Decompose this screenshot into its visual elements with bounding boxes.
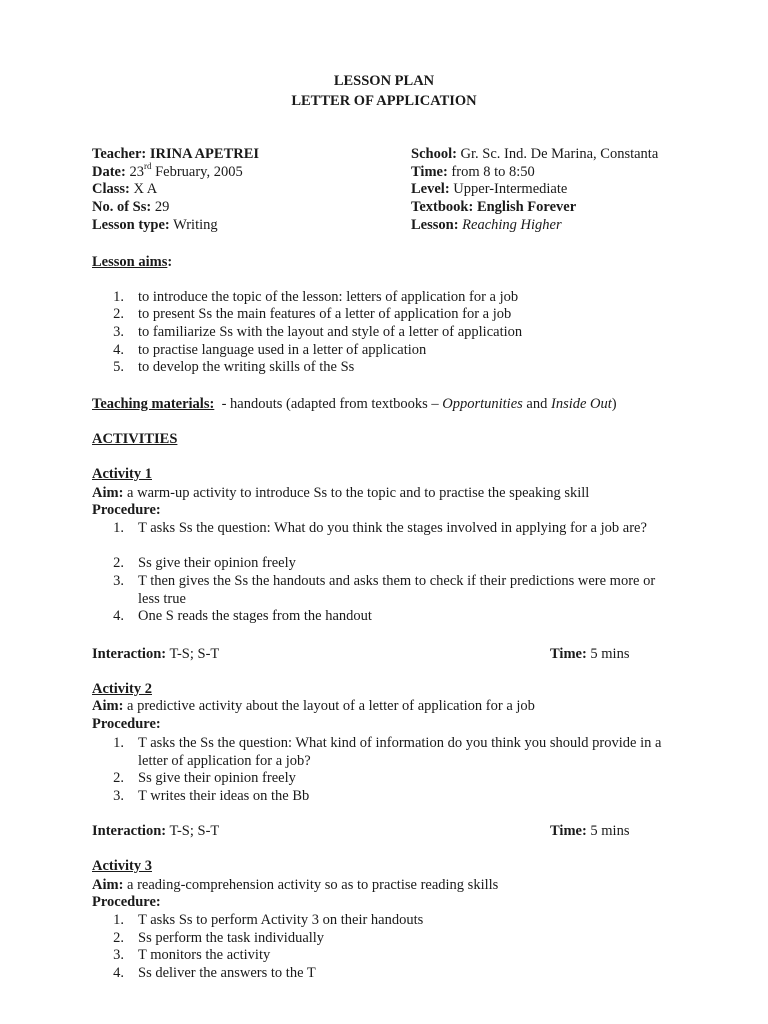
date-label: Date: [92, 164, 126, 180]
time-label: Time: [550, 646, 587, 662]
interaction-value: T-S; S-T [166, 823, 220, 839]
step-text: T monitors the activity [138, 947, 271, 963]
materials-book-2: Inside Out [550, 396, 612, 412]
activity-3-title: Activity 3 [92, 858, 152, 874]
level-value: Upper-Intermediate [453, 181, 568, 197]
date-rest: February, 2005 [151, 164, 243, 180]
interaction-label: Interaction: [92, 646, 167, 662]
lesson-label: Lesson: [411, 217, 459, 233]
date-day: 23 [129, 164, 144, 180]
lesson-type-value: Writing [173, 217, 218, 233]
aim-item-text: to familiarize Ss with the layout and style of a letter of application [138, 324, 523, 340]
activity-3-procedure-label: Procedure: [92, 894, 161, 910]
time-value: 5 mins [586, 646, 630, 662]
textbook-value: English Forever [476, 199, 577, 215]
time-row [411, 163, 535, 181]
step-text: One S reads the stages from the handout [138, 608, 372, 624]
activity-1-procedure-label: Procedure: [92, 502, 161, 518]
teaching-materials [92, 395, 617, 413]
level-row [411, 180, 567, 198]
step-text: T then gives the Ss the handouts and asks them to check if their predictions were more or less true [138, 573, 656, 607]
aim-item-text: to present Ss the main features of a letter of application for a job [138, 306, 512, 322]
level-label: Level: [411, 181, 450, 197]
textbook-label: Textbook: [411, 199, 474, 215]
school-value: Gr. Sc. Ind. De Marina, Constanta [460, 146, 659, 162]
activity-2-time [550, 822, 629, 840]
textbook-row [411, 198, 576, 216]
time-label: Time: [411, 164, 448, 180]
lesson-value: Reaching Higher [462, 217, 562, 233]
lesson-type-row [92, 216, 218, 234]
aim-item-text: to develop the writing skills of the Ss [138, 359, 355, 375]
activity-2-aim [92, 697, 535, 715]
step-text: T asks the Ss the question: What kind of information do you think you should provide in a letter of application for a job? [138, 735, 662, 769]
aim-item-text: to practise language used in a letter of application [138, 342, 427, 358]
class-row [92, 180, 157, 198]
school-row [411, 145, 658, 163]
activity-1-interaction [92, 645, 219, 663]
activities-heading: ACTIVITIES [92, 431, 178, 447]
aims-heading-text: Lesson aims [92, 254, 168, 270]
step-text: T asks Ss the question: What do you think the stages involved in applying for a job are? [138, 520, 647, 536]
step-text: T asks Ss to perform Activity 3 on their handouts [138, 912, 424, 928]
ss-row [92, 198, 169, 216]
aim-label: Aim: [92, 877, 124, 893]
date-suffix: rd [143, 161, 152, 172]
activity-2-interaction [92, 822, 219, 840]
interaction-value: T-S; S-T [166, 646, 220, 662]
lesson-type-label: Lesson type: [92, 217, 170, 233]
materials-close: ) [611, 396, 617, 412]
aims-heading [92, 253, 172, 271]
step-text: Ss perform the task individually [138, 930, 325, 946]
lesson-row [411, 216, 562, 234]
teacher-label: Teacher: [92, 146, 147, 162]
step-text: Ss deliver the answers to the T [138, 965, 316, 981]
activity-3-aim [92, 876, 498, 894]
school-label: School: [411, 146, 457, 162]
materials-text: - handouts (adapted from textbooks – [217, 396, 443, 412]
ss-label: No. of Ss: [92, 199, 152, 215]
class-label: Class: [92, 181, 130, 197]
aim-text: a reading-comprehension activity so as to practise reading skills [123, 877, 499, 893]
time-value: 5 mins [586, 823, 630, 839]
step-text: Ss give their opinion freely [138, 555, 296, 571]
page-title: LESSON PLAN [333, 73, 435, 89]
page-subtitle: LETTER OF APPLICATION [291, 93, 477, 109]
aim-item-text: to introduce the topic of the lesson: letters of application for a job [138, 289, 519, 305]
class-value: X A [133, 181, 158, 197]
activity-1-title: Activity 1 [92, 466, 152, 482]
materials-label: Teaching materials: [92, 396, 215, 412]
aim-label: Aim: [92, 485, 124, 501]
interaction-label: Interaction: [92, 823, 167, 839]
activity-2-title: Activity 2 [92, 681, 152, 697]
ss-value: 29 [154, 199, 170, 215]
aims-heading-colon: : [167, 254, 173, 270]
activity-1-aim [92, 484, 589, 502]
teacher-row [92, 145, 259, 163]
materials-and: and [522, 396, 551, 412]
activity-2-procedure-label: Procedure: [92, 716, 161, 732]
time-value: from 8 to 8:50 [451, 164, 535, 180]
materials-book-1: Opportunities [442, 396, 523, 412]
step-text: T writes their ideas on the Bb [138, 788, 310, 804]
time-label: Time: [550, 823, 587, 839]
aim-text: a predictive activity about the layout of a letter of application for a job [123, 698, 535, 714]
aim-label: Aim: [92, 698, 124, 714]
aim-text: a warm-up activity to introduce Ss to the topic and to practise the speaking skill [123, 485, 590, 501]
date-row [92, 163, 243, 181]
activity-1-time [550, 645, 629, 663]
teacher-value: IRINA APETREI [149, 146, 260, 162]
step-text: Ss give their opinion freely [138, 770, 296, 786]
